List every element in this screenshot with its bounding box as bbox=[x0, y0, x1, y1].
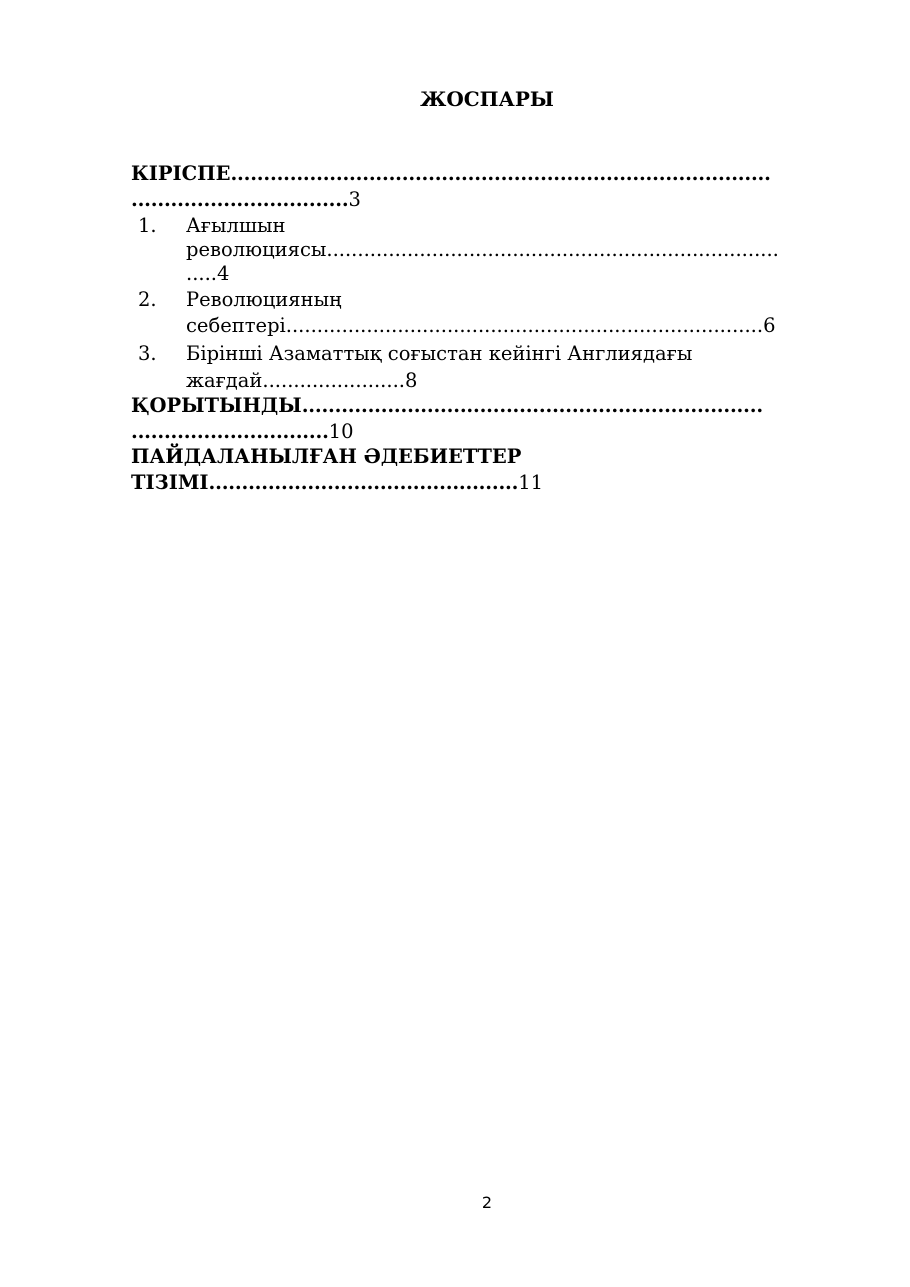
toc-conclusion-dots: ...................................................................... bbox=[301, 394, 763, 417]
toc-item-number: 3. bbox=[138, 342, 157, 365]
page-number: 2 bbox=[481, 1193, 493, 1212]
toc-conclusion-dots-continued: .............................. bbox=[131, 420, 329, 443]
toc-references-page: 11 bbox=[518, 471, 544, 494]
toc-conclusion-line1 bbox=[131, 394, 763, 417]
toc-intro-line1 bbox=[131, 162, 771, 185]
toc-intro-dots-continued: ................................. bbox=[131, 188, 349, 211]
toc-conclusion-page: 10 bbox=[328, 420, 354, 443]
toc-item-number: 1. bbox=[138, 214, 157, 237]
toc-intro-line2 bbox=[131, 188, 361, 211]
toc-item-label: Бірінші Азаматтық соғыстан кейінгі Англиядағы bbox=[186, 342, 693, 365]
toc-item-dots: себептері.............................................................................6 bbox=[186, 314, 776, 337]
toc-conclusion-line2 bbox=[131, 420, 354, 443]
toc-references-line2 bbox=[131, 471, 543, 494]
toc-references-label: ПАЙДАЛАНЫЛҒАН ӘДЕБИЕТТЕР bbox=[131, 445, 522, 468]
toc-item-number: 2. bbox=[138, 288, 157, 311]
toc-references-dots: ............................................... bbox=[208, 471, 519, 494]
toc-intro-label: КІРІСПЕ bbox=[131, 162, 231, 185]
toc-intro-page: 3 bbox=[348, 188, 361, 211]
toc-references-line1 bbox=[131, 445, 521, 468]
page-title: ЖОСПАРЫ bbox=[420, 87, 554, 111]
toc-references-label-continued: ТІЗІМІ bbox=[131, 471, 209, 494]
toc-item-label: Революцияның bbox=[186, 288, 342, 311]
toc-item-page: .....4 bbox=[186, 262, 230, 285]
toc-intro-dots: .................................................................................. bbox=[230, 162, 771, 185]
toc-item-dots: революциясы......................................................................... bbox=[186, 238, 779, 261]
toc-item-dots: жағдай.......................8 bbox=[186, 369, 418, 392]
toc-item-label: Ағылшын bbox=[186, 214, 286, 237]
toc-conclusion-label: ҚОРЫТЫНДЫ bbox=[131, 394, 302, 417]
